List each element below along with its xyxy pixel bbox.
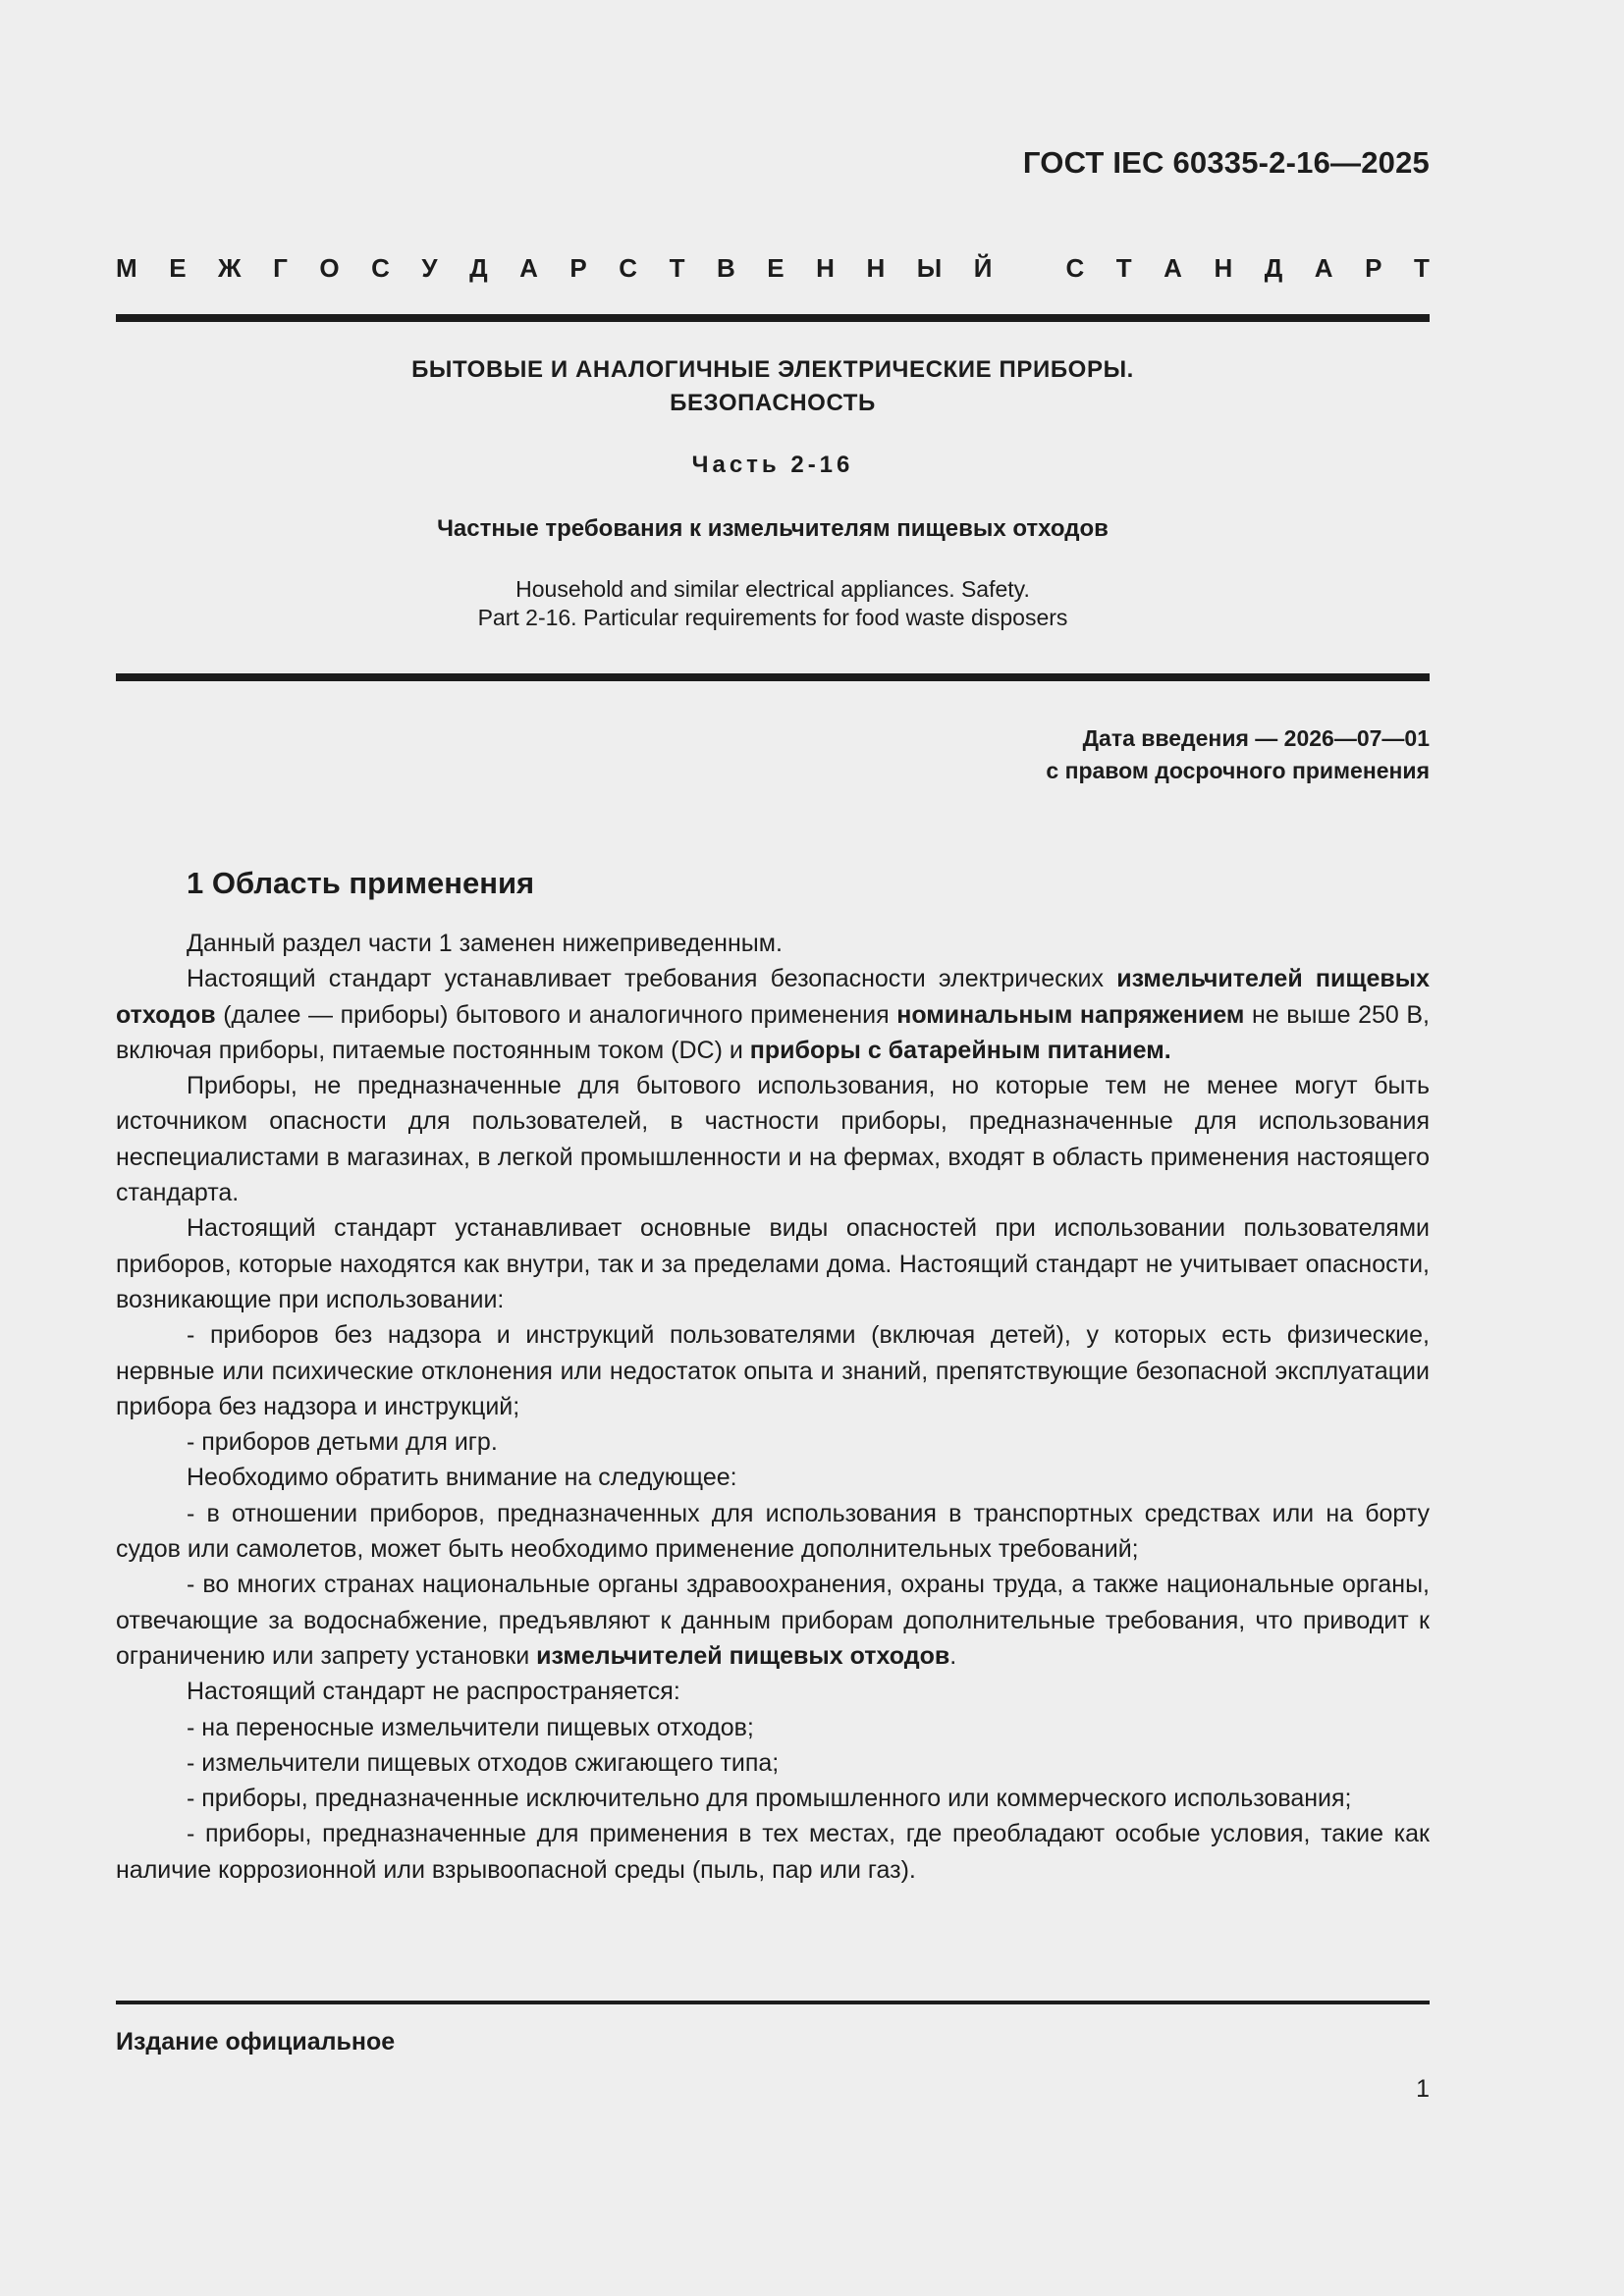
page-number: 1 — [1416, 2075, 1430, 2103]
heading-letter: Н — [816, 253, 835, 283]
english-title-line-1: Household and similar electrical appliances. Safety. — [515, 576, 1030, 602]
introduction-date-block — [1046, 722, 1430, 787]
official-edition-label: Издание официальное — [116, 2028, 396, 2056]
heading-letter: Д — [469, 253, 488, 283]
body-paragraph — [116, 1068, 1430, 1210]
standard-number: ГОСТ IEC 60335-2-16—2025 — [1022, 145, 1430, 180]
text-run: Данный раздел части 1 заменен нижеприведенным. — [187, 930, 783, 957]
text-run: - измельчители пищевых отходов сжигающего типа; — [187, 1748, 780, 1777]
body-paragraph — [116, 1745, 1430, 1781]
heading-letter: Т — [669, 253, 685, 283]
heading-letter: С — [371, 253, 390, 283]
text-run: не выше 250 В, включая приборы, питаемые постоянным током (DC) и — [116, 1000, 1430, 1064]
footer-divider — [116, 2001, 1430, 2004]
body-paragraph — [116, 926, 1430, 961]
text-run: Настоящий стандарт устанавливает требования безопасности электрических — [187, 965, 1117, 993]
text-run: - в отношении приборов, предназначенных для использования в транспортных средствах или на борту судов или самолетов, может быть необходимо применение дополнительных требований; — [116, 1499, 1430, 1564]
heading-letter: Н — [1214, 253, 1233, 283]
text-run: - во многих странах национальные органы здравоохранения, охраны труда, а также национальные органы, отвечающие за водоснабжение, предъявляют к данным приборам дополнительные требования, что приводит к ограничению или запрету установки — [116, 1571, 1430, 1670]
document-subtitle: Частные требования к измельчителям пищевых отходов — [437, 515, 1109, 542]
bold-term: номинальным напряжением — [896, 1000, 1245, 1029]
bold-term: измельчителей пищевых отходов — [536, 1641, 950, 1670]
body-paragraph — [116, 1317, 1430, 1424]
title-divider — [116, 673, 1430, 681]
heading-letter: Ы — [916, 253, 943, 283]
body-paragraph — [116, 1496, 1430, 1568]
text-run: Настоящий стандарт не распространяется: — [187, 1678, 680, 1706]
heading-letter: Г — [273, 253, 288, 283]
heading-letter: А — [519, 253, 538, 283]
heading-letter: А — [1314, 253, 1333, 283]
text-run: - приборов без надзора и инструкций пользователями (включая детей), у которых есть физические, нервные или психические отклонения или недостаток опыта и знаний, препятствующие безопасной эксплуатации прибора без надзора и инструкций; — [116, 1321, 1430, 1420]
heading-letter: Е — [767, 253, 785, 283]
section-heading: 1 Область применения — [187, 866, 535, 900]
text-run: - на переносные измельчители пищевых отходов; — [187, 1713, 754, 1741]
heading-letter: Р — [1365, 253, 1382, 283]
heading-letter: М — [116, 253, 137, 283]
text-run: Необходимо обратить внимание на следующее: — [187, 1464, 737, 1492]
body-paragraph — [116, 1424, 1430, 1460]
body-paragraph — [116, 1674, 1430, 1709]
body-paragraph — [116, 1781, 1430, 1816]
interstate-standard-heading — [116, 253, 1430, 284]
bold-term: приборы с батарейным питанием. — [749, 1036, 1171, 1064]
bold-term: измельчителей пищевых отходов — [116, 965, 1430, 1029]
english-title-line-2: Part 2-16. Particular requirements for food waste disposers — [477, 605, 1068, 630]
heading-letter: С — [619, 253, 638, 283]
body-paragraph — [116, 1567, 1430, 1674]
introduction-date: Дата введения — 2026—07—01 — [1082, 725, 1430, 751]
heading-letter: О — [319, 253, 340, 283]
part-number: Часть 2-16 — [691, 452, 854, 478]
early-application-note: с правом досрочного применения — [1046, 758, 1430, 783]
heading-letter: А — [1164, 253, 1182, 283]
text-run: Приборы, не предназначенные для бытового использования, но которые тем не менее могут быть источником опасности для пользователей, в частности приборы, предназначенные для использования неспециалистами в магазинах, в легкой промышленности и на фермах, входят в область применения настоящего стандарта. — [116, 1072, 1430, 1207]
heading-letter: Е — [169, 253, 187, 283]
text-run: - приборы, предназначенные для применения в тех местах, где преобладают особые условия, такие как наличие коррозионной или взрывоопасной среды (пыль, пар или газ). — [116, 1820, 1430, 1884]
text-run: - приборы, предназначенные исключительно для промышленного или коммерческого использования; — [187, 1785, 1352, 1813]
body-paragraph — [116, 1460, 1430, 1495]
heading-letter: В — [716, 253, 735, 283]
heading-letter: Ж — [218, 253, 242, 283]
heading-letter: У — [421, 253, 438, 283]
top-divider — [116, 314, 1430, 322]
text-run: . — [949, 1641, 957, 1670]
section-body — [116, 926, 1430, 1888]
body-paragraph — [116, 1816, 1430, 1888]
title-line-2: БЕЗОПАСНОСТЬ — [670, 390, 876, 416]
heading-letter: Й — [973, 253, 993, 283]
heading-letter: Т — [1413, 253, 1430, 283]
body-paragraph — [116, 1710, 1430, 1745]
heading-letter: Н — [866, 253, 886, 283]
text-run: - приборов детьми для игр. — [187, 1428, 498, 1457]
heading-letter: С — [1065, 253, 1085, 283]
body-paragraph — [116, 961, 1430, 1068]
body-paragraph — [116, 1210, 1430, 1317]
text-run: Настоящий стандарт устанавливает основные виды опасностей при использовании пользователями приборов, которые находятся как внутри, так и за пределами дома. Настоящий стандарт не учитывает опасности, возникающие при использовании: — [116, 1214, 1430, 1313]
heading-letter: Т — [1115, 253, 1132, 283]
title-line-1: БЫТОВЫЕ И АНАЛОГИЧНЫЕ ЭЛЕКТРИЧЕСКИЕ ПРИБОРЫ. — [411, 356, 1134, 383]
english-title — [116, 575, 1430, 632]
text-run: (далее — приборы) бытового и аналогичного применения — [215, 1000, 897, 1029]
heading-letter: Р — [569, 253, 587, 283]
document-title — [116, 353, 1430, 420]
heading-letter: Д — [1264, 253, 1283, 283]
word-gap — [1024, 253, 1034, 284]
